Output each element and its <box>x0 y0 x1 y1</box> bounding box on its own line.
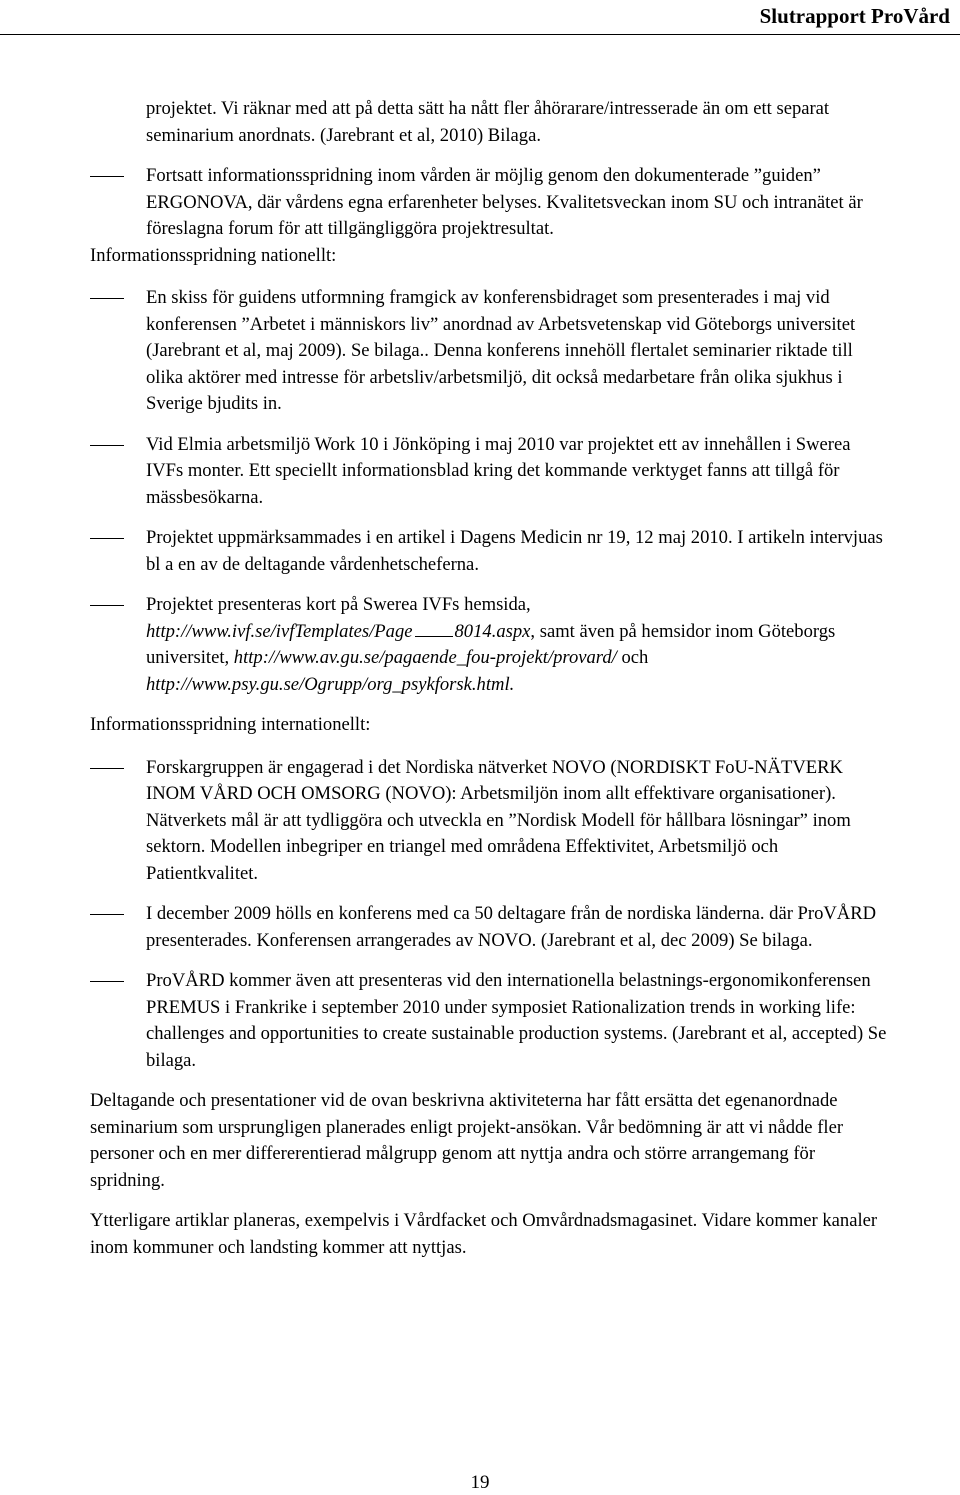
summary-paragraph: Deltagande och presentationer vid de ovan beskrivna aktiviteterna har fått ersätta det egenanordnade seminarium som ursprungligen planerades enligt projekt-ansökan. Vår bedömning är att vi nådde fler personer och en mer differerentierad målgrupp genom att nyttja andra och större arrangemang för spridning. <box>90 1090 844 1191</box>
page-number: 19 <box>470 1472 490 1493</box>
list-item-text: Fortsatt informationsspridning inom vården är möjlig genom den dokumenterade ”guiden” ERGONOVA, där vårdens egna erfarenheter belyses. Kvalitetsveckan inom SU och intranätet är föreslagna forum för att tillgängliggöra projektresultat. <box>146 165 863 239</box>
intro-paragraph: projektet. Vi räknar med att på detta sätt ha nått fler åhörarare/intresserade än om ett separat seminarium anordnats. (Jarebrant et al, 2010) Bilaga. <box>146 98 830 146</box>
list-item <box>90 163 890 243</box>
list-item <box>90 285 890 418</box>
dash-bullet <box>90 298 124 299</box>
list-item-text: Forskargruppen är engagerad i det Nordiska nätverket NOVO (NORDISKT FoU-NÄTVERK INOM VÅRD OCH OMSORG (NOVO): Arbetsmiljön inom allt effektivare organisationer). Nätverkets mål är att tydliggöra och utveckla en ”Nordisk Modell för hållbara lösningar” inom sektorn. Modellen inbegriper en triangel med områdena Effektivitet, Arbetsmiljö och Patientkvalitet. <box>146 756 851 884</box>
list-item-text: Projektet presenteras kort på Swerea IVFs hemsida, <box>146 594 531 615</box>
ivf-link[interactable]: http://www.ivf.se/ivfTemplates/Page 8014.aspx <box>146 620 531 642</box>
dash-bullet <box>90 445 124 446</box>
header-title: Slutrapport ProVård <box>759 4 950 28</box>
list-item-text: I december 2009 hölls en konferens med ca 50 deltagare från de nordiska länderna. där ProVÅRD presenterades. Konferensen arrangerades av NOVO. (Jarebrant et al, dec 2009) Se bilaga. <box>146 903 877 951</box>
dash-bullet <box>90 605 124 606</box>
dash-bullet <box>90 914 124 915</box>
list-item: Projektet presenteras kort på Swerea IVFs hemsida, http://www.ivf.se/ivfTemplates/Page 8014.aspx, samt även på hemsidor inom Göteborgs universitet, http://www.av.gu.se/pagaende_fou-projekt/provard/ och http://www.psy.gu.se/Ogrupp/org_psykforsk.html. <box>90 592 890 698</box>
section-heading-national: Informationsspridning nationellt: <box>90 244 337 266</box>
future-articles-paragraph: Ytterligare artiklar planeras, exempelvis i Vårdfacket och Omvårdnadsmagasinet. Vidare kommer kanaler inom kommuner och landsting kommer att nyttjas. <box>90 1210 878 1258</box>
gu-psy-link[interactable]: http://www.psy.gu.se/Ogrupp/org_psykforsk.html. <box>146 673 515 695</box>
dash-bullet <box>90 981 124 982</box>
dash-bullet <box>90 768 124 769</box>
list-item-text: ProVÅRD kommer även att presenteras vid den internationella belastnings-ergonomikonferensen PREMUS i Frankrike i september 2010 under symposiet Rationalization trends in working life: challenges and opportunities to create sustainable production systems. (Jarebrant et al, accepted) Se bilaga. <box>146 970 887 1071</box>
list-item-text: Vid Elmia arbetsmiljö Work 10 i Jönköping i maj 2010 var projektet ett av innehållen i Swerea IVFs monter. Ett speciellt informationsblad kring det kommande verktyget fanns att tillgå för mässbesökarna. <box>146 433 851 508</box>
list-item <box>90 525 890 578</box>
list-item <box>90 901 890 954</box>
list-item <box>90 432 890 512</box>
dash-bullet <box>90 538 124 539</box>
list-item-text: En skiss för guidens utformning framgick av konferensbidraget som presenterades i maj vid konferensen ”Arbetet i människors liv” anordnad av Arbetsvetenskap vid Göteborgs universitet (Jarebrant et al, maj 2009). Se bilaga.. Denna konferens innehöll flertalet seminarier riktade till olika aktörer med intresse för arbetsliv/arbetsmiljö, dit också medarbetare från olika sjukhus i Sverige bjudits in. <box>146 287 856 414</box>
list-item <box>90 968 890 1074</box>
document-body <box>90 96 890 1261</box>
section-heading-international: Informationsspridning internationellt: <box>90 714 371 735</box>
dash-bullet <box>90 176 124 177</box>
list-item-text: Projektet uppmärksammades i en artikel i Dagens Medicin nr 19, 12 maj 2010. I artikeln intervjuas bl a en av de deltagande vårdenhetscheferna. <box>146 527 883 575</box>
page-header <box>0 0 960 35</box>
gu-av-link[interactable]: http://www.av.gu.se/pagaende_fou-projekt/provard/ <box>233 647 617 668</box>
list-item <box>90 755 890 888</box>
